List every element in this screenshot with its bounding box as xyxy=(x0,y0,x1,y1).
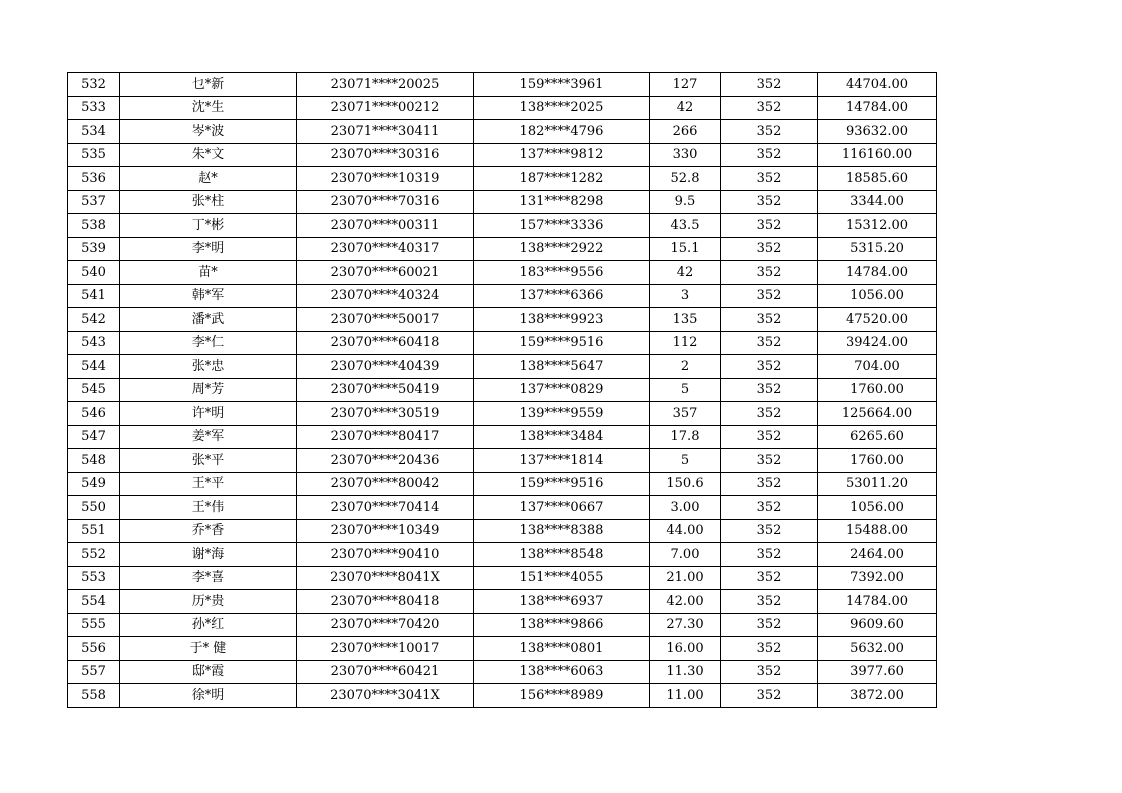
quantity-cell: 44.00 xyxy=(650,519,721,543)
quantity-cell: 150.6 xyxy=(650,472,721,496)
amount-cell: 5632.00 xyxy=(818,637,937,661)
row-number-cell: 534 xyxy=(68,120,120,144)
phone-cell: 159****3961 xyxy=(474,73,650,97)
row-number-cell: 539 xyxy=(68,237,120,261)
amount-cell: 3977.60 xyxy=(818,660,937,684)
table-row xyxy=(68,120,937,144)
quantity-cell: 43.5 xyxy=(650,214,721,238)
phone-cell: 137****6366 xyxy=(474,284,650,308)
unit-rate-cell: 352 xyxy=(721,96,818,120)
id-number-cell: 23070****70420 xyxy=(297,613,474,637)
phone-cell: 138****2025 xyxy=(474,96,650,120)
name-cell: 朱*文 xyxy=(120,143,297,167)
name-cell: 历*贵 xyxy=(120,590,297,614)
phone-cell: 138****9866 xyxy=(474,613,650,637)
unit-rate-cell: 352 xyxy=(721,143,818,167)
quantity-cell: 7.00 xyxy=(650,543,721,567)
id-number-cell: 23070****30316 xyxy=(297,143,474,167)
phone-cell: 137****0667 xyxy=(474,496,650,520)
name-cell: 乔*香 xyxy=(120,519,297,543)
phone-cell: 187****1282 xyxy=(474,167,650,191)
amount-cell: 14784.00 xyxy=(818,261,937,285)
amount-cell: 116160.00 xyxy=(818,143,937,167)
id-number-cell: 23070****00311 xyxy=(297,214,474,238)
unit-rate-cell: 352 xyxy=(721,190,818,214)
unit-rate-cell: 352 xyxy=(721,566,818,590)
amount-cell: 14784.00 xyxy=(818,590,937,614)
quantity-cell: 135 xyxy=(650,308,721,332)
unit-rate-cell: 352 xyxy=(721,237,818,261)
id-number-cell: 23070****70316 xyxy=(297,190,474,214)
id-number-cell: 23070****20436 xyxy=(297,449,474,473)
table-row xyxy=(68,449,937,473)
table-body xyxy=(68,73,937,708)
unit-rate-cell: 352 xyxy=(721,402,818,426)
id-number-cell: 23071****00212 xyxy=(297,96,474,120)
table-row xyxy=(68,167,937,191)
name-cell: 潘*武 xyxy=(120,308,297,332)
quantity-cell: 11.30 xyxy=(650,660,721,684)
amount-cell: 39424.00 xyxy=(818,331,937,355)
name-cell: 周*芳 xyxy=(120,378,297,402)
amount-cell: 18585.60 xyxy=(818,167,937,191)
unit-rate-cell: 352 xyxy=(721,331,818,355)
amount-cell: 44704.00 xyxy=(818,73,937,97)
row-number-cell: 548 xyxy=(68,449,120,473)
id-number-cell: 23070****60021 xyxy=(297,261,474,285)
phone-cell: 138****9923 xyxy=(474,308,650,332)
id-number-cell: 23070****30519 xyxy=(297,402,474,426)
table-row xyxy=(68,472,937,496)
quantity-cell: 15.1 xyxy=(650,237,721,261)
name-cell: 沈*生 xyxy=(120,96,297,120)
amount-cell: 9609.60 xyxy=(818,613,937,637)
unit-rate-cell: 352 xyxy=(721,214,818,238)
table-row xyxy=(68,543,937,567)
table-row xyxy=(68,261,937,285)
id-number-cell: 23070****40439 xyxy=(297,355,474,379)
row-number-cell: 543 xyxy=(68,331,120,355)
name-cell: 李*喜 xyxy=(120,566,297,590)
id-number-cell: 23071****20025 xyxy=(297,73,474,97)
quantity-cell: 42.00 xyxy=(650,590,721,614)
phone-cell: 138****3484 xyxy=(474,425,650,449)
phone-cell: 138****5647 xyxy=(474,355,650,379)
id-number-cell: 23070****60421 xyxy=(297,660,474,684)
unit-rate-cell: 352 xyxy=(721,660,818,684)
amount-cell: 6265.60 xyxy=(818,425,937,449)
table-row xyxy=(68,190,937,214)
amount-cell: 3872.00 xyxy=(818,684,937,708)
id-number-cell: 23070****80417 xyxy=(297,425,474,449)
row-number-cell: 553 xyxy=(68,566,120,590)
table-row xyxy=(68,284,937,308)
row-number-cell: 532 xyxy=(68,73,120,97)
amount-cell: 3344.00 xyxy=(818,190,937,214)
unit-rate-cell: 352 xyxy=(721,261,818,285)
table-row xyxy=(68,308,937,332)
unit-rate-cell: 352 xyxy=(721,684,818,708)
unit-rate-cell: 352 xyxy=(721,284,818,308)
table-row xyxy=(68,355,937,379)
row-number-cell: 551 xyxy=(68,519,120,543)
table-row xyxy=(68,214,937,238)
phone-cell: 138****2922 xyxy=(474,237,650,261)
table-row xyxy=(68,425,937,449)
amount-cell: 93632.00 xyxy=(818,120,937,144)
quantity-cell: 3.00 xyxy=(650,496,721,520)
name-cell: 许*明 xyxy=(120,402,297,426)
table-row xyxy=(68,590,937,614)
amount-cell: 704.00 xyxy=(818,355,937,379)
name-cell: 邸*霞 xyxy=(120,660,297,684)
amount-cell: 5315.20 xyxy=(818,237,937,261)
name-cell: 丁*彬 xyxy=(120,214,297,238)
table-row xyxy=(68,496,937,520)
name-cell: 徐*明 xyxy=(120,684,297,708)
row-number-cell: 552 xyxy=(68,543,120,567)
name-cell: 李*明 xyxy=(120,237,297,261)
amount-cell: 125664.00 xyxy=(818,402,937,426)
amount-cell: 1056.00 xyxy=(818,284,937,308)
amount-cell: 1760.00 xyxy=(818,449,937,473)
name-cell: 谢*海 xyxy=(120,543,297,567)
name-cell: 姜*军 xyxy=(120,425,297,449)
row-number-cell: 546 xyxy=(68,402,120,426)
amount-cell: 1760.00 xyxy=(818,378,937,402)
phone-cell: 137****0829 xyxy=(474,378,650,402)
quantity-cell: 52.8 xyxy=(650,167,721,191)
phone-cell: 138****8548 xyxy=(474,543,650,567)
quantity-cell: 21.00 xyxy=(650,566,721,590)
table-row xyxy=(68,143,937,167)
phone-cell: 183****9556 xyxy=(474,261,650,285)
phone-cell: 138****8388 xyxy=(474,519,650,543)
id-number-cell: 23070****10319 xyxy=(297,167,474,191)
quantity-cell: 112 xyxy=(650,331,721,355)
row-number-cell: 533 xyxy=(68,96,120,120)
unit-rate-cell: 352 xyxy=(721,425,818,449)
row-number-cell: 536 xyxy=(68,167,120,191)
unit-rate-cell: 352 xyxy=(721,637,818,661)
table-row xyxy=(68,331,937,355)
quantity-cell: 3 xyxy=(650,284,721,308)
amount-cell: 15312.00 xyxy=(818,214,937,238)
id-number-cell: 23070****60418 xyxy=(297,331,474,355)
id-number-cell: 23070****80042 xyxy=(297,472,474,496)
row-number-cell: 537 xyxy=(68,190,120,214)
unit-rate-cell: 352 xyxy=(721,167,818,191)
name-cell: 张*柱 xyxy=(120,190,297,214)
quantity-cell: 11.00 xyxy=(650,684,721,708)
unit-rate-cell: 352 xyxy=(721,355,818,379)
id-number-cell: 23070****10017 xyxy=(297,637,474,661)
unit-rate-cell: 352 xyxy=(721,543,818,567)
quantity-cell: 17.8 xyxy=(650,425,721,449)
amount-cell: 53011.20 xyxy=(818,472,937,496)
id-number-cell: 23070****10349 xyxy=(297,519,474,543)
row-number-cell: 556 xyxy=(68,637,120,661)
row-number-cell: 557 xyxy=(68,660,120,684)
quantity-cell: 330 xyxy=(650,143,721,167)
table-row xyxy=(68,519,937,543)
id-number-cell: 23070****8041X xyxy=(297,566,474,590)
row-number-cell: 544 xyxy=(68,355,120,379)
phone-cell: 182****4796 xyxy=(474,120,650,144)
name-cell: 苗* xyxy=(120,261,297,285)
phone-cell: 138****6937 xyxy=(474,590,650,614)
unit-rate-cell: 352 xyxy=(721,308,818,332)
phone-cell: 151****4055 xyxy=(474,566,650,590)
id-number-cell: 23071****30411 xyxy=(297,120,474,144)
row-number-cell: 549 xyxy=(68,472,120,496)
name-cell: 李*仁 xyxy=(120,331,297,355)
amount-cell: 14784.00 xyxy=(818,96,937,120)
id-number-cell: 23070****70414 xyxy=(297,496,474,520)
unit-rate-cell: 352 xyxy=(721,613,818,637)
phone-cell: 157****3336 xyxy=(474,214,650,238)
phone-cell: 138****6063 xyxy=(474,660,650,684)
unit-rate-cell: 352 xyxy=(721,519,818,543)
table-row xyxy=(68,613,937,637)
row-number-cell: 545 xyxy=(68,378,120,402)
row-number-cell: 535 xyxy=(68,143,120,167)
table-row xyxy=(68,73,937,97)
row-number-cell: 555 xyxy=(68,613,120,637)
id-number-cell: 23070****50017 xyxy=(297,308,474,332)
row-number-cell: 541 xyxy=(68,284,120,308)
row-number-cell: 558 xyxy=(68,684,120,708)
unit-rate-cell: 352 xyxy=(721,472,818,496)
name-cell: 赵* xyxy=(120,167,297,191)
table-row xyxy=(68,684,937,708)
name-cell: 张*平 xyxy=(120,449,297,473)
phone-cell: 137****1814 xyxy=(474,449,650,473)
unit-rate-cell: 352 xyxy=(721,120,818,144)
phone-cell: 159****9516 xyxy=(474,331,650,355)
row-number-cell: 550 xyxy=(68,496,120,520)
quantity-cell: 357 xyxy=(650,402,721,426)
quantity-cell: 9.5 xyxy=(650,190,721,214)
table-row xyxy=(68,660,937,684)
id-number-cell: 23070****40324 xyxy=(297,284,474,308)
name-cell: 张*忠 xyxy=(120,355,297,379)
amount-cell: 1056.00 xyxy=(818,496,937,520)
unit-rate-cell: 352 xyxy=(721,378,818,402)
quantity-cell: 5 xyxy=(650,378,721,402)
row-number-cell: 542 xyxy=(68,308,120,332)
table-row xyxy=(68,637,937,661)
table-row xyxy=(68,96,937,120)
amount-cell: 2464.00 xyxy=(818,543,937,567)
quantity-cell: 266 xyxy=(650,120,721,144)
amount-cell: 15488.00 xyxy=(818,519,937,543)
quantity-cell: 42 xyxy=(650,261,721,285)
table-row xyxy=(68,566,937,590)
id-number-cell: 23070****3041X xyxy=(297,684,474,708)
name-cell: 岑*波 xyxy=(120,120,297,144)
amount-cell: 7392.00 xyxy=(818,566,937,590)
name-cell: 王*伟 xyxy=(120,496,297,520)
id-number-cell: 23070****40317 xyxy=(297,237,474,261)
quantity-cell: 42 xyxy=(650,96,721,120)
row-number-cell: 540 xyxy=(68,261,120,285)
quantity-cell: 2 xyxy=(650,355,721,379)
id-number-cell: 23070****50419 xyxy=(297,378,474,402)
table-row xyxy=(68,378,937,402)
phone-cell: 156****8989 xyxy=(474,684,650,708)
row-number-cell: 547 xyxy=(68,425,120,449)
amount-cell: 47520.00 xyxy=(818,308,937,332)
name-cell: 孙*红 xyxy=(120,613,297,637)
phone-cell: 159****9516 xyxy=(474,472,650,496)
quantity-cell: 5 xyxy=(650,449,721,473)
name-cell: 韩*军 xyxy=(120,284,297,308)
phone-cell: 131****8298 xyxy=(474,190,650,214)
name-cell: 王*平 xyxy=(120,472,297,496)
name-cell: 乜*新 xyxy=(120,73,297,97)
unit-rate-cell: 352 xyxy=(721,496,818,520)
unit-rate-cell: 352 xyxy=(721,590,818,614)
quantity-cell: 16.00 xyxy=(650,637,721,661)
id-number-cell: 23070****80418 xyxy=(297,590,474,614)
table-row xyxy=(68,237,937,261)
phone-cell: 137****9812 xyxy=(474,143,650,167)
phone-cell: 139****9559 xyxy=(474,402,650,426)
unit-rate-cell: 352 xyxy=(721,449,818,473)
name-cell: 于* 健 xyxy=(120,637,297,661)
id-number-cell: 23070****90410 xyxy=(297,543,474,567)
phone-cell: 138****0801 xyxy=(474,637,650,661)
row-number-cell: 538 xyxy=(68,214,120,238)
quantity-cell: 127 xyxy=(650,73,721,97)
subsidy-table xyxy=(67,72,937,708)
table-row xyxy=(68,402,937,426)
row-number-cell: 554 xyxy=(68,590,120,614)
quantity-cell: 27.30 xyxy=(650,613,721,637)
unit-rate-cell: 352 xyxy=(721,73,818,97)
